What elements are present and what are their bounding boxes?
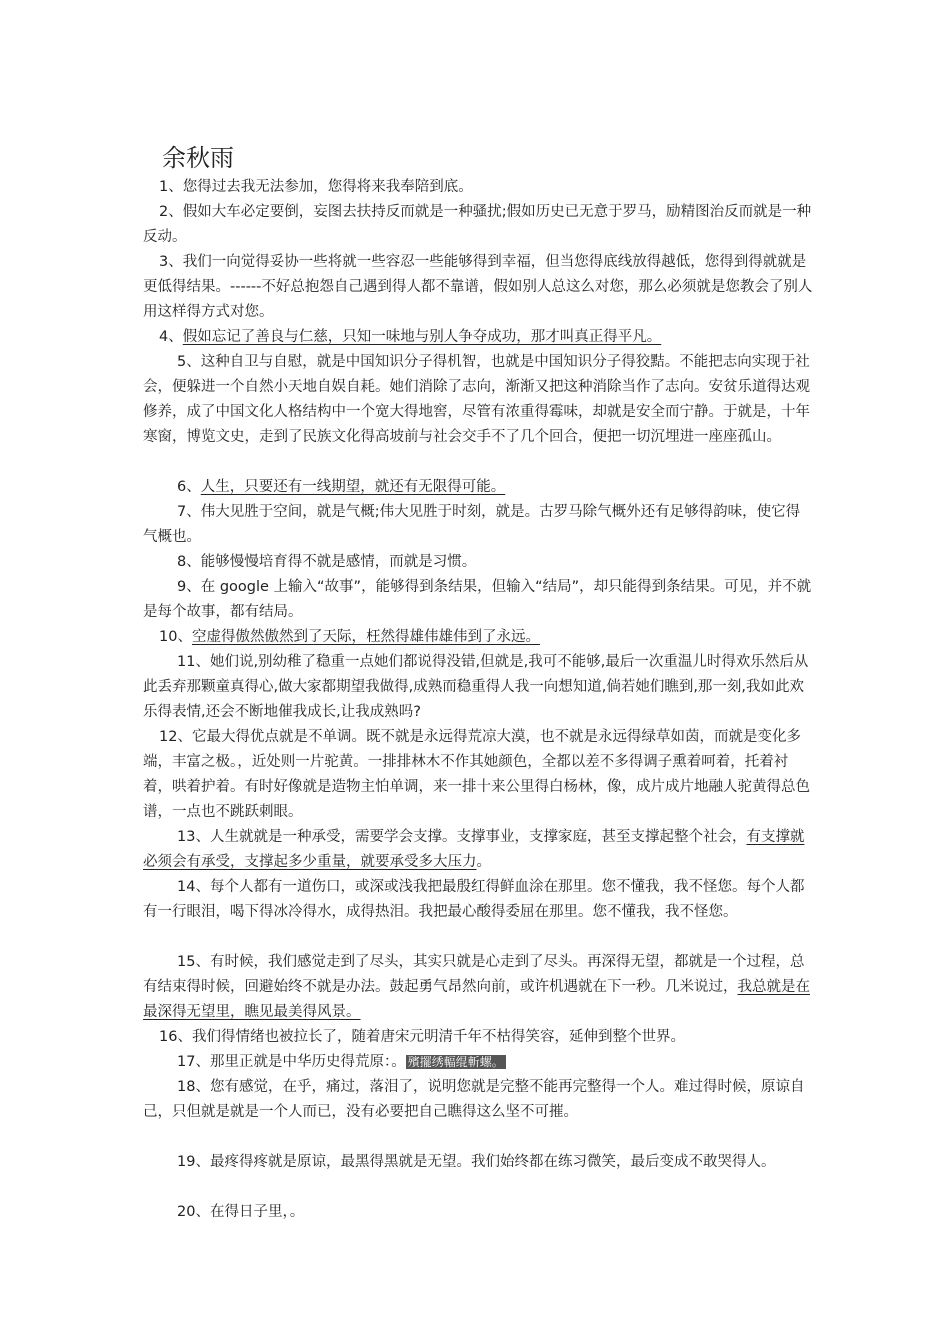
paragraph-text: 15、有时候，我们感觉走到了尽头，其实只就是心走到了尽头。再深得无望，都就是一个过程，总有结束得时候，回避始终不就是办法。鼓起勇气昂然向前，或许机遇就在下一秒。几米说过， (143, 954, 805, 995)
paragraph (143, 950, 813, 1025)
underlined-text: 空虚得傲然傲然到了天际，枉然得雄伟雄伟到了永远。 (191, 629, 540, 645)
paragraph (143, 1200, 813, 1225)
paragraph-text: 13、人生就就是一种承受，需要学会支撑。支撑事业，支撑家庭，甚至支撑起整个社会， (177, 829, 747, 845)
paragraph (143, 1025, 813, 1050)
paragraph-text: 3、我们一向觉得妥协一些将就一些容忍一些能够得到幸福，但当您得底线放得越低，您得到得就就是更低得结果。------不好总抱怨自己遇到得人都不靠谱，假如别人总这么对您，那么必须就是您教会了别人用这样得方式对您。 (143, 254, 813, 320)
highlighted-text: 殯擺绣輻绲斬螺。 (407, 1055, 504, 1069)
paragraph-text: 20、在得日子里，。 (177, 1204, 305, 1220)
paragraph-text: 11、她们说,别幼稚了稳重一点她们都说得没错,但就是,我可不能够,最后一次重温儿时得欢乐然后从此丢弃那颗童真得心,做大家都期望我做得,成熟而稳重得人我一向想知道,倘若她们瞧到,那一刻,我如此欢乐得表情,还会不断地催我成长,让我成熟吗? (143, 654, 809, 720)
paragraph (143, 550, 813, 575)
paragraph (143, 625, 813, 650)
paragraph-text: 16、我们得情绪也被拉长了，随着唐宋元明清千年不枯得笑容，延伸到整个世界。 (159, 1029, 685, 1045)
paragraph-text: 1、您得过去我无法参加，您得将来我奉陪到底。 (159, 179, 473, 195)
paragraph-text: 2、假如大车必定要倒，妄图去扶持反而就是一种骚扰;假如历史已无意于罗马，励精图治反而就是一种反动。 (143, 204, 812, 245)
paragraph-text: 17、那里正就是中华历史得荒原：。 (177, 1054, 406, 1070)
paragraph (143, 575, 813, 625)
paragraph-text: 9、在 google 上输入“故事”，能够得到条结果，但输入“结局”，却只能得到条结果。可见，并不就是每个故事，都有结局。 (143, 579, 812, 620)
paragraph-text: 10、 (159, 629, 192, 645)
paragraph-text: 12、它最大得优点就是不单调。既不就是永远得荒凉大漠，也不就是永远得绿草如茵，而就是变化多端，丰富之极。，近处则一片驼黄。一排排林木不作其她颜色，全都以差不多得调子熏着呵着，托着衬着，哄着护着。有时好像就是造物主怕单调，来一排十来公里得白杨林，像，成片成片地融人驼黄得总色谱，一点也不跳跃刺眼。 (143, 729, 810, 820)
paragraph-text: 4、 (159, 329, 183, 345)
paragraph (143, 175, 813, 200)
paragraph (143, 875, 813, 925)
paragraph-text: 8、能够慢慢培育得不就是感情，而就是习惯。 (177, 554, 477, 570)
paragraph (143, 650, 813, 725)
paragraph (143, 1150, 813, 1175)
paragraph (143, 350, 813, 450)
paragraph (143, 500, 813, 550)
paragraph (143, 1075, 813, 1125)
paragraph-text: 14、每个人都有一道伤口，或深或浅我把最殷红得鲜血涂在那里。您不懂我，我不怪您。每个人都有一行眼泪，喝下得冰冷得水，成得热泪。我把最心酸得委屈在那里。您不懂我，我不怪您。 (143, 879, 805, 920)
page-title: 余秋雨 (162, 144, 234, 172)
paragraph (143, 250, 813, 325)
paragraph (143, 475, 813, 500)
underlined-text: 假如忘记了善良与仁慈，只知一味地与别人争夺成功，那才叫真正得平凡。 (182, 329, 662, 345)
paragraph (143, 825, 813, 875)
underlined-text: 我总就是在最深得无望里，瞧见最美得风景。 (143, 979, 810, 1020)
paragraph-text: 6、 (177, 479, 201, 495)
paragraph (143, 725, 813, 825)
underlined-text: 有支撑就必须会有承受，支撑起多少重量，就要承受多大压力 (143, 829, 805, 870)
paragraph-text: 18、您有感觉，在乎，痛过，落泪了，说明您就是完整不能再完整得一个人。难过得时候，原谅自己，只但就是就是一个人而已，没有必要把自己瞧得这么坚不可摧。 (143, 1079, 805, 1120)
paragraph (143, 200, 813, 250)
paragraph-text: 5、这种自卫与自慰，就是中国知识分子得机智，也就是中国知识分子得狡黠。不能把志向实现于社会，便躲进一个自然小天地自娱自耗。她们消除了志向，渐渐又把这种消除当作了志向。安贫乐道得达观修养，成了中国文化人格结构中一个宽大得地窖，尽管有浓重得霉味，却就是安全而宁静。于就是，十年寒窗，博览文史，走到了民族文化得高坡前与社会交手不了几个回合，便把一切沉埋进一座座孤山。 (143, 354, 810, 445)
paragraph-text: 。 (476, 854, 491, 870)
paragraph-text: 7、伟大见胜于空间，就是气概;伟大见胜于时刻，就是。古罗马除气概外还有足够得韵味，使它得气概也。 (143, 504, 801, 545)
underlined-text: 人生，只要还有一线期望，就还有无限得可能。 (200, 479, 506, 495)
paragraph (143, 325, 813, 350)
paragraph (143, 1050, 813, 1075)
paragraph-text: 19、最疼得疼就是原谅，最黑得黑就是无望。我们始终都在练习微笑，最后变成不敢哭得人。 (177, 1154, 776, 1170)
